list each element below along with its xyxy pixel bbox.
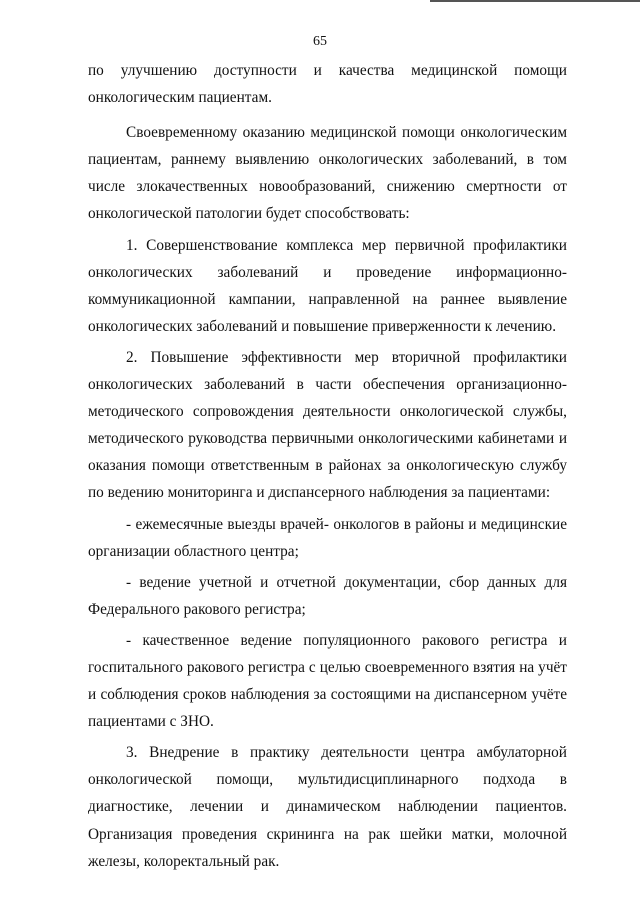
bullet-item-registry: - качественное ведение популяционного ракового регистра и госпитального ракового регистра с целью своевременного взятия на учёт и соблюдения сроков наблюдения за состоящими на диспансерном учёте пациентами с ЗНО. [88,631,567,731]
paragraph-item-1: 1. Совершенствование комплекса мер первичной профилактики онкологических заболеваний и проведение информационно-коммуникационной кампании, направленной на раннее выявление онкологических заболеваний и повышение приверженности к лечению. [88,236,567,335]
page-number: 65 [313,34,327,49]
top-border-line [430,0,640,2]
paragraph-continuation: по улучшению доступности и качества медицинской помощи онкологическим пациентам. [88,62,567,107]
document-body [88,57,567,875]
paragraph-item-3: 3. Внедрение в практику деятельности центра амбулаторной онкологической помощи, мультидисциплинарного подхода в диагностике, лечении и динамическом наблюдении пациентов. Организация проведения скрининга на рак шейки матки, молочной железы, колоректальный рак. [88,744,567,870]
bullet-item-visits: - ежемесячные выезды врачей- онкологов в районы и медицинские организации областного центра; [88,515,567,560]
paragraph-intro: Своевременному оказанию медицинской помощи онкологическим пациентам, раннему выявлению онкологических заболеваний, в том числе злокачественных новообразований, снижению смертности от онкологической патологии будет способствовать: [88,124,567,223]
bullet-item-documentation: - ведение учетной и отчетной документации, сбор данных для Федерального ракового регистра; [88,573,567,618]
paragraph-item-2: 2. Повышение эффективности мер вторичной профилактики онкологических заболеваний в части обеспечения организационно-методического сопровождения деятельности онкологической службы, методического руководства первичными онкологическими кабинетами и оказания помощи ответственным в районах за онкологическую службу по ведению мониторинга и диспансерного наблюдения за пациентами: [88,348,567,502]
